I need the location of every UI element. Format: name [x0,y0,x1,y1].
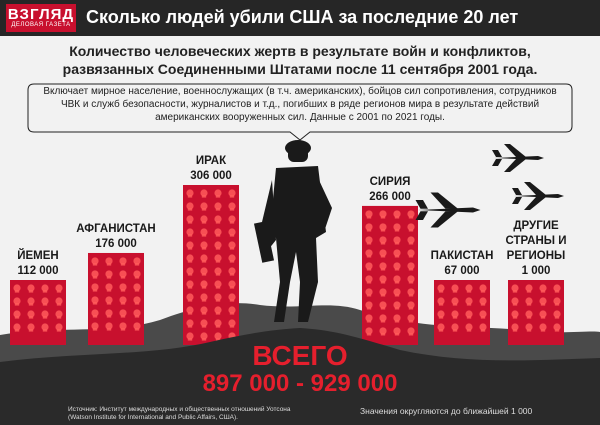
bar-value-label: 176 000 [95,237,137,250]
bar-category-label: РЕГИОНЫ [506,250,566,262]
jets-layer [416,144,565,228]
bar-value-label: 306 000 [190,170,232,182]
fighter-jet-icon [512,182,564,210]
description [40,85,560,124]
rounding-note: Значения округляются до ближайшей 1 000 [360,406,533,416]
bar-value-label: 112 000 [17,265,59,277]
bar-category-label: АФГАНИСТАН [76,222,156,235]
bar-category-label: СТРАНЫ И [505,235,567,247]
description-line: ЧВК и служб безопасности, журналистов и т.д., погибших в ряде регионов мира в результате действий [60,99,540,110]
description-line: американских вооруженных сил. Данные с 2001 по 2021 годы. [155,112,445,123]
description-line: Включает мирное население, военнослужащих (в т.ч. американских), бойцов сил сопротивления, сотрудников [43,86,557,97]
source-line: Источник: Институт международных и общественных отношений Уотсона [68,406,291,413]
source-line: (Watson Institute for International and Public Affairs, США). [68,414,238,421]
total-value: 897 000 - 929 000 [202,370,398,397]
bar-category-label: ПАКИСТАН [430,250,494,262]
bar-category-label: ЙЕМЕН [17,250,59,262]
source-note [68,406,298,422]
logo-tagline: ДЕЛОВАЯ ГАЗЕТА [11,22,71,28]
subtitle-line: Количество человеческих жертв в результате войн и конфликтов, [69,43,531,59]
fighter-jet-icon [492,144,544,172]
bar-value-label: 67 000 [444,265,480,277]
bar-category-label: ДРУГИЕ [513,220,559,232]
header-bar [0,0,600,36]
bar-category-label: СИРИЯ [369,175,411,188]
subtitle [20,42,580,78]
total-label: ВСЕГО [252,340,348,371]
page-title: Сколько людей убили США за последние 20 лет [86,7,519,27]
soldier-silhouette-icon [254,140,332,322]
bar-value-label: 266 000 [369,190,411,203]
logo-name: ВЗГЛЯД [7,6,75,23]
logo[interactable] [6,4,76,32]
fighter-jet-icon [416,193,481,228]
bar-value-label: 1 000 [521,265,551,277]
bar-category-label: ИРАК [195,155,227,167]
subtitle-line: развязанных Соединенными Штатами после 11 сентября 2001 года. [62,61,538,77]
